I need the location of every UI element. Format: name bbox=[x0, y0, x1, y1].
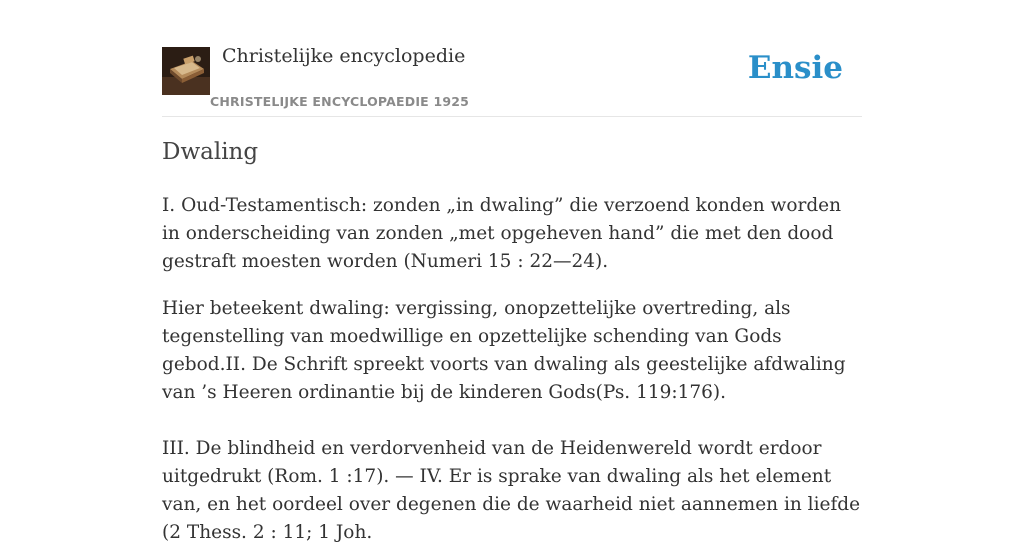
page-container bbox=[162, 0, 862, 543]
book-thumbnail-image bbox=[162, 47, 210, 95]
source-subtitle[interactable]: CHRISTELIJKE ENCYCLOPAEDIE 1925 bbox=[210, 94, 470, 109]
book-thumbnail-icon[interactable] bbox=[162, 47, 210, 95]
article-paragraph-1: I. Oud-Testamentisch: zonden „in dwaling” die verzoend konden worden in onderscheiding van zonden „met opgeheven hand” die met den dood gestraft moesten worden (Numeri 15 : 22—24). bbox=[162, 195, 842, 272]
site-title[interactable]: Christelijke encyclopedie bbox=[222, 45, 466, 67]
article-paragraph-2: Hier beteekent dwaling: vergissing, onopzettelijke overtreding, als tegenstelling van moedwillige en opzettelijke schending van Gods gebod.II. De Schrift spreekt voorts van dwaling als geestelijke afdwaling van ’s Heeren ordinantie bij de kinderen Gods(Ps. 119:176). bbox=[162, 298, 846, 403]
article-title: Dwaling bbox=[162, 139, 259, 165]
article-paragraph-3: III. De blindheid en verdorvenheid van de Heidenwereld wordt erdoor uitgedrukt (Rom. 1 :17). — IV. Er is sprake van dwaling als het element van, en het oordeel over degenen die de waarheid niet aannemen in liefde (2 Thess. 2 : 11; 1 Joh. bbox=[162, 438, 861, 543]
brand-logo-link[interactable]: Ensie bbox=[747, 50, 843, 86]
header bbox=[162, 0, 862, 117]
